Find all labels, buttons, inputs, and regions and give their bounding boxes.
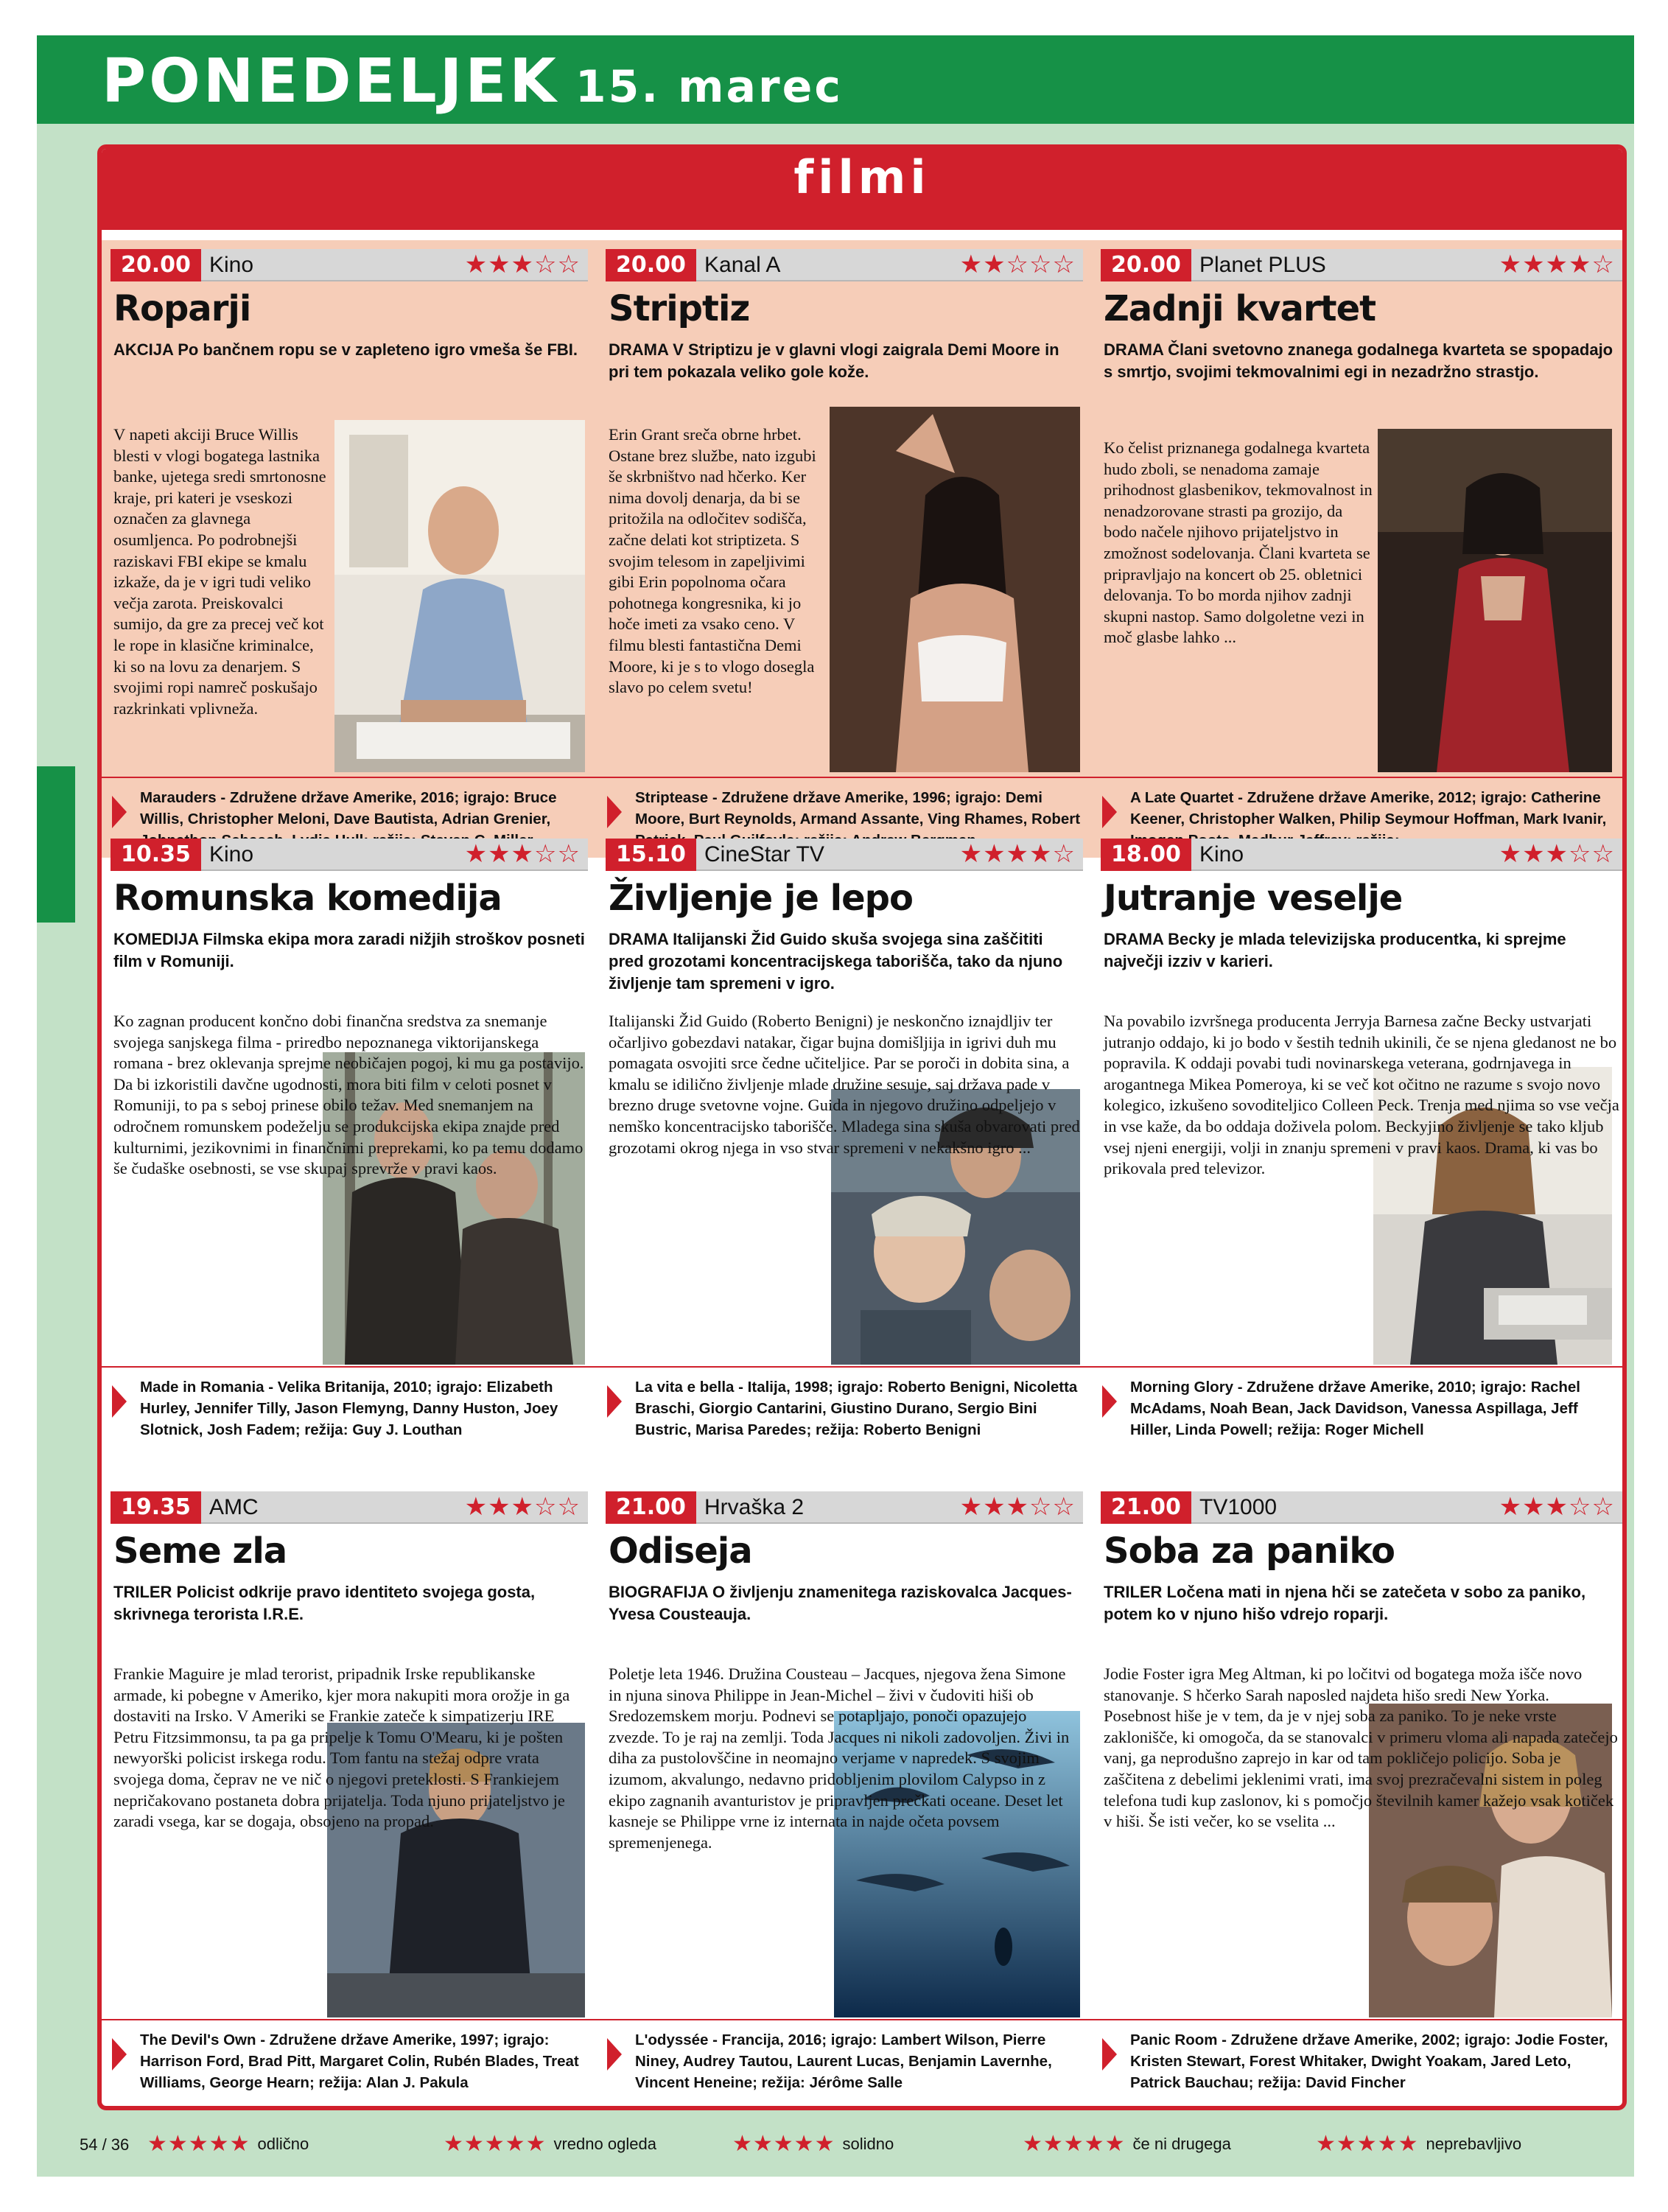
- film-title: Soba za paniko: [1104, 1530, 1395, 1572]
- legend-label: odlično: [257, 2134, 309, 2153]
- credits-text: La vita e bella - Italija, 1998; igrajo: Roberto Benigni, Nicoletta Braschi, Giorgio Cantarini, Giustino Durano, Sergio Bini Bustric, Marisa Paredes; režija: Roberto Benigni: [635, 1379, 1078, 1438]
- legend-item: [732, 2131, 894, 2157]
- panel-header: [102, 149, 1622, 230]
- arrow-icon: [112, 1385, 127, 1418]
- film-credits: [1092, 2019, 1627, 2100]
- show-time: 21.00: [1101, 1491, 1191, 1524]
- film-description: [609, 424, 1080, 772]
- legend-item: [147, 2131, 309, 2157]
- film-credits: [1092, 1366, 1627, 1447]
- arrow-icon: [112, 2038, 127, 2071]
- film-body: V napeti akciji Bruce Willis blesti v vlogi bogatega lastnika banke, ujetega sredi smrtonosne kraje, pri kateri je vseskozi označen za glavnega osumljenca. Po podrobnejši raziskavi FBI ekipe se kmalu izkaže, da je v igri tudi veliko večja zarota. Preiskovalci sumijo, da gre za precej več kot le rope in klasične kriminalce, ki so na lovu za denarjem. S svojimi ropi namreč poskušajo razkrinkati vplivneža.: [113, 425, 326, 718]
- films-panel: [97, 144, 1627, 2110]
- arrow-icon: [1102, 796, 1117, 828]
- card-header: [1101, 839, 1622, 871]
- card-header: [606, 839, 1083, 871]
- film-card: [597, 1483, 1092, 2100]
- film-card: [102, 830, 597, 1447]
- credits-text: L'odyssée - Francija, 2016; igrajo: Lambert Wilson, Pierre Niney, Audrey Tautou, Laurent Lucas, Benjamin Lavernhe, Vincent Heneine; režija: Jérôme Salle: [635, 2031, 1052, 2091]
- legend-stars: ★★★★★: [444, 2131, 547, 2157]
- channel-name: Kanal A: [704, 253, 781, 277]
- card-header: [606, 249, 1083, 281]
- credits-text: Panic Room - Združene države Amerike, 2002; igrajo: Jodie Foster, Kristen Stewart, Forest Whitaker, Dwight Yoakam, Jared Leto, Patrick Bauchau; režija: David Fincher: [1130, 2031, 1608, 2091]
- card-header: [111, 249, 588, 281]
- film-description: [1104, 1011, 1619, 1180]
- credits-text: Marauders - Združene države Amerike, 2016; igrajo: Bruce Willis, Christopher Meloni, Dave Bautista, Adrian Grenier,: [140, 789, 557, 827]
- film-lead: AKCIJA Po bančnem ropu se v zapleteno igro vmeša še FBI.: [113, 340, 578, 359]
- channel-name: TV1000: [1199, 1495, 1278, 1519]
- section-title: filmi: [793, 150, 931, 204]
- film-lead: TRILER Ločena mati in njena hči se zatečeta v sobo za paniko, potem ko v njuno hišo vdrejo roparji.: [1104, 1583, 1586, 1623]
- film-description: [609, 1011, 1080, 1158]
- film-description: [609, 1664, 1080, 1853]
- page-number: 54 / 36: [80, 2135, 130, 2154]
- film-title: Odiseja: [609, 1530, 752, 1572]
- arrow-icon: [112, 796, 127, 828]
- rating-stars: ★★★★☆: [959, 839, 1076, 869]
- film-body: Poletje leta 1946. Družina Cousteau – Jacques, njegova žena Simone in njuna sinova Philippe in Jean-Michel – živi v čudoviti hiši ob Sredozemskem morju. Podnevi se potapljajo, ponoči opazujejo zvezde. To je raj na zemlji. Toda Jacques ni nikoli zadovoljen. Živi in diha za pustolovščine in neomajno verjame v napredek. S svojim izumom, akvalungo, nedavno pridobljenim plovilom Calypso in z ekipo zagnanih avanturistov je pripravljen prečkati oceane. Deset let kasneje se Philippe vrne iz internata in najde očeta povsem spremenjenega.: [609, 1665, 1070, 1852]
- show-time: 18.00: [1101, 839, 1191, 871]
- film-title: Striptiz: [609, 288, 750, 329]
- credits-text: Striptease - Združene države Amerike, 1996; igrajo: Demi Moore, Burt Reynolds, Armand Assante, Ving Rhames, Robert: [635, 789, 1081, 827]
- film-description: [1104, 438, 1619, 772]
- film-lead: TRILER Policist odkrije pravo identiteto svojega gosta, skrivnega terorista I.R.E.: [113, 1583, 536, 1623]
- channel-name: Kino: [209, 253, 254, 277]
- rating-stars: ★★★☆☆: [1499, 839, 1615, 869]
- film-title: Življenje je lepo: [609, 878, 913, 919]
- arrow-icon: [1102, 2038, 1117, 2071]
- film-credits: [597, 2019, 1092, 2100]
- legend-label: vredno ogleda: [553, 2134, 656, 2153]
- rating-stars: ★★★☆☆: [464, 250, 581, 279]
- film-lead: KOMEDIJA Filmska ekipa mora zaradi nižjih stroškov posneti film v Romuniji.: [113, 930, 585, 970]
- card-header: [1101, 249, 1622, 281]
- legend-label: če ni drugega: [1132, 2134, 1231, 2153]
- rating-stars: ★★★☆☆: [464, 839, 581, 869]
- film-lead: DRAMA Italijanski Žid Guido skuša svojega sina zaščititi pred grozotami koncentracijskega taborišča, tako da njuno življenje tam spremeni v igro.: [609, 930, 1063, 993]
- channel-name: Planet PLUS: [1199, 253, 1326, 277]
- card-header: [111, 1491, 588, 1524]
- film-card: [1092, 240, 1627, 858]
- arrow-icon: [607, 1385, 622, 1418]
- show-time: 21.00: [606, 1491, 696, 1524]
- film-card: [1092, 830, 1627, 1447]
- film-title: Roparji: [113, 288, 251, 329]
- legend-item: [1316, 2131, 1521, 2157]
- film-credits: [102, 2019, 597, 2100]
- film-title: Romunska komedija: [113, 878, 502, 919]
- channel-name: AMC: [209, 1495, 259, 1519]
- legend-stars: ★★★★★: [147, 2131, 250, 2157]
- day-name: PONEDELJEK: [102, 46, 559, 116]
- film-card: [102, 1483, 597, 2100]
- film-lead: DRAMA Becky je mlada televizijska producentka, ki sprejme največji izziv v karieri.: [1104, 930, 1566, 970]
- day-title: [102, 46, 843, 116]
- footer: [37, 2113, 1634, 2177]
- channel-name: Kino: [1199, 842, 1244, 867]
- legend-stars: ★★★★★: [1023, 2131, 1126, 2157]
- legend-item: [444, 2131, 656, 2157]
- day-banner: [37, 35, 1634, 124]
- credits-text: Made in Romania - Velika Britanija, 2010; igrajo: Elizabeth Hurley, Jennifer Tilly, Jason Flemyng, Danny Huston, Joey Slotnick, Josh Fadem; režija: Guy J. Louthan: [140, 1379, 558, 1438]
- card-header: [111, 839, 588, 871]
- film-title: Seme zla: [113, 1530, 287, 1572]
- rating-stars: ★★★☆☆: [464, 1492, 581, 1522]
- credits-text: A Late Quartet - Združene države Amerike, 2012; igrajo: Catherine Keener, Christopher Walken, Philip Seymour Hoffman, Mark Ivanir,: [1130, 789, 1607, 827]
- show-time: 20.00: [606, 249, 696, 281]
- arrow-icon: [1102, 1385, 1117, 1418]
- show-time: 20.00: [1101, 249, 1191, 281]
- film-lead: BIOGRAFIJA O življenju znamenitega raziskovalca Jacques-Yvesa Cousteauja.: [609, 1583, 1072, 1623]
- arrow-icon: [607, 796, 622, 828]
- film-body: Italijanski Žid Guido (Roberto Benigni) je neskončno iznajdljiv ter očarljivo gobezdavi natakar, čigar bujna domišljija in igrivi duh mu pomagata osvojiti srce čedne učiteljice. Par se poroči in dobita sina, a kmalu se idilično življenje mlade družine sesuje, saj država pade v brezno druge svetovne vojne. Guida in njegovo družino odpeljejo v nemško koncentracijsko taborišče. Mladega sina skuša obvarovati pred grozotami okrog njega in vso stvar spremeni v nekakšno igro ...: [609, 1012, 1080, 1157]
- film-title: Jutranje veselje: [1104, 878, 1403, 919]
- show-time: 10.35: [111, 839, 201, 871]
- rating-stars: ★★★☆☆: [959, 1492, 1076, 1522]
- film-description: [113, 424, 585, 777]
- film-description: [1104, 1664, 1619, 1833]
- rating-stars: ★★★★☆: [1499, 250, 1615, 279]
- film-card: [597, 830, 1092, 1447]
- film-card: [1092, 1483, 1627, 2100]
- side-tab: [37, 766, 75, 923]
- film-card: [597, 240, 1092, 858]
- film-lead: DRAMA V Striptizu je v glavni vlogi zaigrala Demi Moore in pri tem pokazala veliko gole kože.: [609, 340, 1059, 381]
- film-body: Erin Grant sreča obrne hrbet. Ostane brez službe, nato izgubi še skrbništvo nad hčerko. Ker nima dovolj denarja, da bi se pritožila na odločitev sodišča, začne delati kot striptizeta. S svojim telesom in zapeljivimi gibi Erin popolnoma očara pohotnega kongresnika, ki jo hoče imeti za vsako ceno. V filmu blesti fantastična Demi Moore, ki je s to vlogo dosegla slavo po celem svetu!: [609, 425, 816, 697]
- film-title: Zadnji kvartet: [1104, 288, 1376, 329]
- arrow-icon: [607, 2038, 622, 2071]
- film-description: [113, 1011, 585, 1232]
- legend-label: neprebavljivo: [1426, 2134, 1522, 2153]
- show-time: 15.10: [606, 839, 696, 871]
- film-credits: [597, 1366, 1092, 1447]
- legend-stars: ★★★★★: [732, 2131, 835, 2157]
- legend-stars: ★★★★★: [1316, 2131, 1419, 2157]
- credits-text: The Devil's Own - Združene države Amerike, 1997; igrajo: Harrison Ford, Brad Pitt, Margaret Colin, Rubén Blades, Treat Williams, George Hearn; režija: Alan J. Pakula: [140, 2031, 579, 2091]
- card-header: [1101, 1491, 1622, 1524]
- film-body: Ko čelist priznanega godalnega kvarteta hudo zboli, se nenadoma zamaje prihodnost glasbenikov, tekmovalnost in nenadzorovane strasti pa grozijo, da bodo načele njihovo prijateljstvo in zmožnost sodelovanja. Člani kvarteta se pripravljajo na koncert ob 25. obletnici delovanja. To bo morda njihov zadnji skupni nastop. Samo dolgoletne vezi in moč glasbe lahko ...: [1104, 438, 1373, 647]
- rating-stars: ★★☆☆☆: [959, 250, 1076, 279]
- rating-stars: ★★★☆☆: [1499, 1492, 1615, 1522]
- show-time: 19.35: [111, 1491, 201, 1524]
- channel-name: CineStar TV: [704, 842, 824, 867]
- card-header: [606, 1491, 1083, 1524]
- legend-item: [1023, 2131, 1231, 2157]
- page: [37, 35, 1634, 2177]
- film-card: [102, 240, 597, 858]
- channel-name: Kino: [209, 842, 254, 867]
- film-body: Jodie Foster igra Meg Altman, ki po ločitvi od bogatega moža išče novo stanovanje. S hčerko Sarah naposled najdeta hišo sredi New Yorka. Posebnost hiše je v tem, da je v njej soba za paniko. To je neke vrste zaklonišče, ki omogoča, da se stanovalci v primeru vloma ali napada zatečejo vanj, ga neprodušno zaprejo in kar od tam pokličejo policijo. Soba je zaščitena z debelimi jeklenimi vrati, ima svoj prezračevalni sistem in poleg telefona tudi kup zaslonov, ki s pomočjo številnih kamer kažejo vsak kotiček v hiši. Še isti večer, ko se vselita ...: [1104, 1665, 1618, 1831]
- film-body: Na povabilo izvršnega producenta Jerryja Barnesa začne Becky ustvarjati jutranjo oddajo, ki jo bodo v šestih tednih ukinili, če se njena gledanost ne bo popravila. K oddaji povabi tudi novinarskega veterana, godrnjavega in arogantnega Mikea Pomeroya, ki se več kot očitno ne razume s svojo novo kolegico, izkušeno sovoditeljico Colleen Peck. Trenja med njima so vse večja in vse kaže, da bo oddaja doživela polom. Beckyjino življenje se tako kljub vsej njeni energiji, volji in znanju spremeni v pravi kaos. Drama, ki vas bo prikovala pred televizor.: [1104, 1012, 1619, 1178]
- legend-label: solidno: [842, 2134, 894, 2153]
- show-time: 20.00: [111, 249, 201, 281]
- film-body: Ko zagnan producent končno dobi finančna sredstva za snemanje svojega sanjskega filma - priredbo nepoznanega viktorijanskega romana - brez oklevanja sprejme neobičajen pogoj, ki mu ga postavijo. Da bi izkoristili davčne ugodnosti, mora biti film v celoti posnet v Romuniji, to pa s seboj prinese obilo težav. Med snemanjem na odročnem romunskem podeželju se produkcijska ekipa znajde pred kulturnimi, jezikovnimi in finančnimi preprekami, ko pa temu dodamo še čudaške osebnosti, se vse skupaj sprevrže v pravi kaos.: [113, 1012, 584, 1178]
- film-credits: [102, 1366, 597, 1447]
- film-description: [113, 1664, 585, 1833]
- film-body: Frankie Maguire je mlad terorist, pripadnik Irske republikanske armade, ki pobegne v Ameriko, kjer mora nakupiti mora orožje in ga dostaviti na Irsko. V Ameriki se Frankie zateče k simpatizerju IRE Petru Fitzsimmonsu, ta pa ga pripelje k Tomu O'Mearu, ki je pošten newyorški policist irskega rodu. Tom fantu na stežaj odpre vrata svojega doma, čeprav ne ve nič o njegovi preteklosti. S Frankiejem nepričakovano postaneta dobra prijatelja. Toda njuno prijateljstvo je zaradi vsega, kar se dogaja, obsojeno na propad.: [113, 1665, 570, 1831]
- film-lead: DRAMA Člani svetovno znanega godalnega kvarteta se spopadajo s smrtjo, svojimi tekmovalnimi egi in nezadržno strastjo.: [1104, 340, 1613, 381]
- channel-name: Hrvaška 2: [704, 1495, 805, 1519]
- day-date: 15. marec: [575, 61, 843, 113]
- credits-text: Morning Glory - Združene države Amerike, 2010; igrajo: Rachel McAdams, Noah Bean, Jack Davidson, Vanessa Aspillaga, Jeff Hiller, Linda Powell; režija: Roger Michell: [1130, 1379, 1580, 1438]
